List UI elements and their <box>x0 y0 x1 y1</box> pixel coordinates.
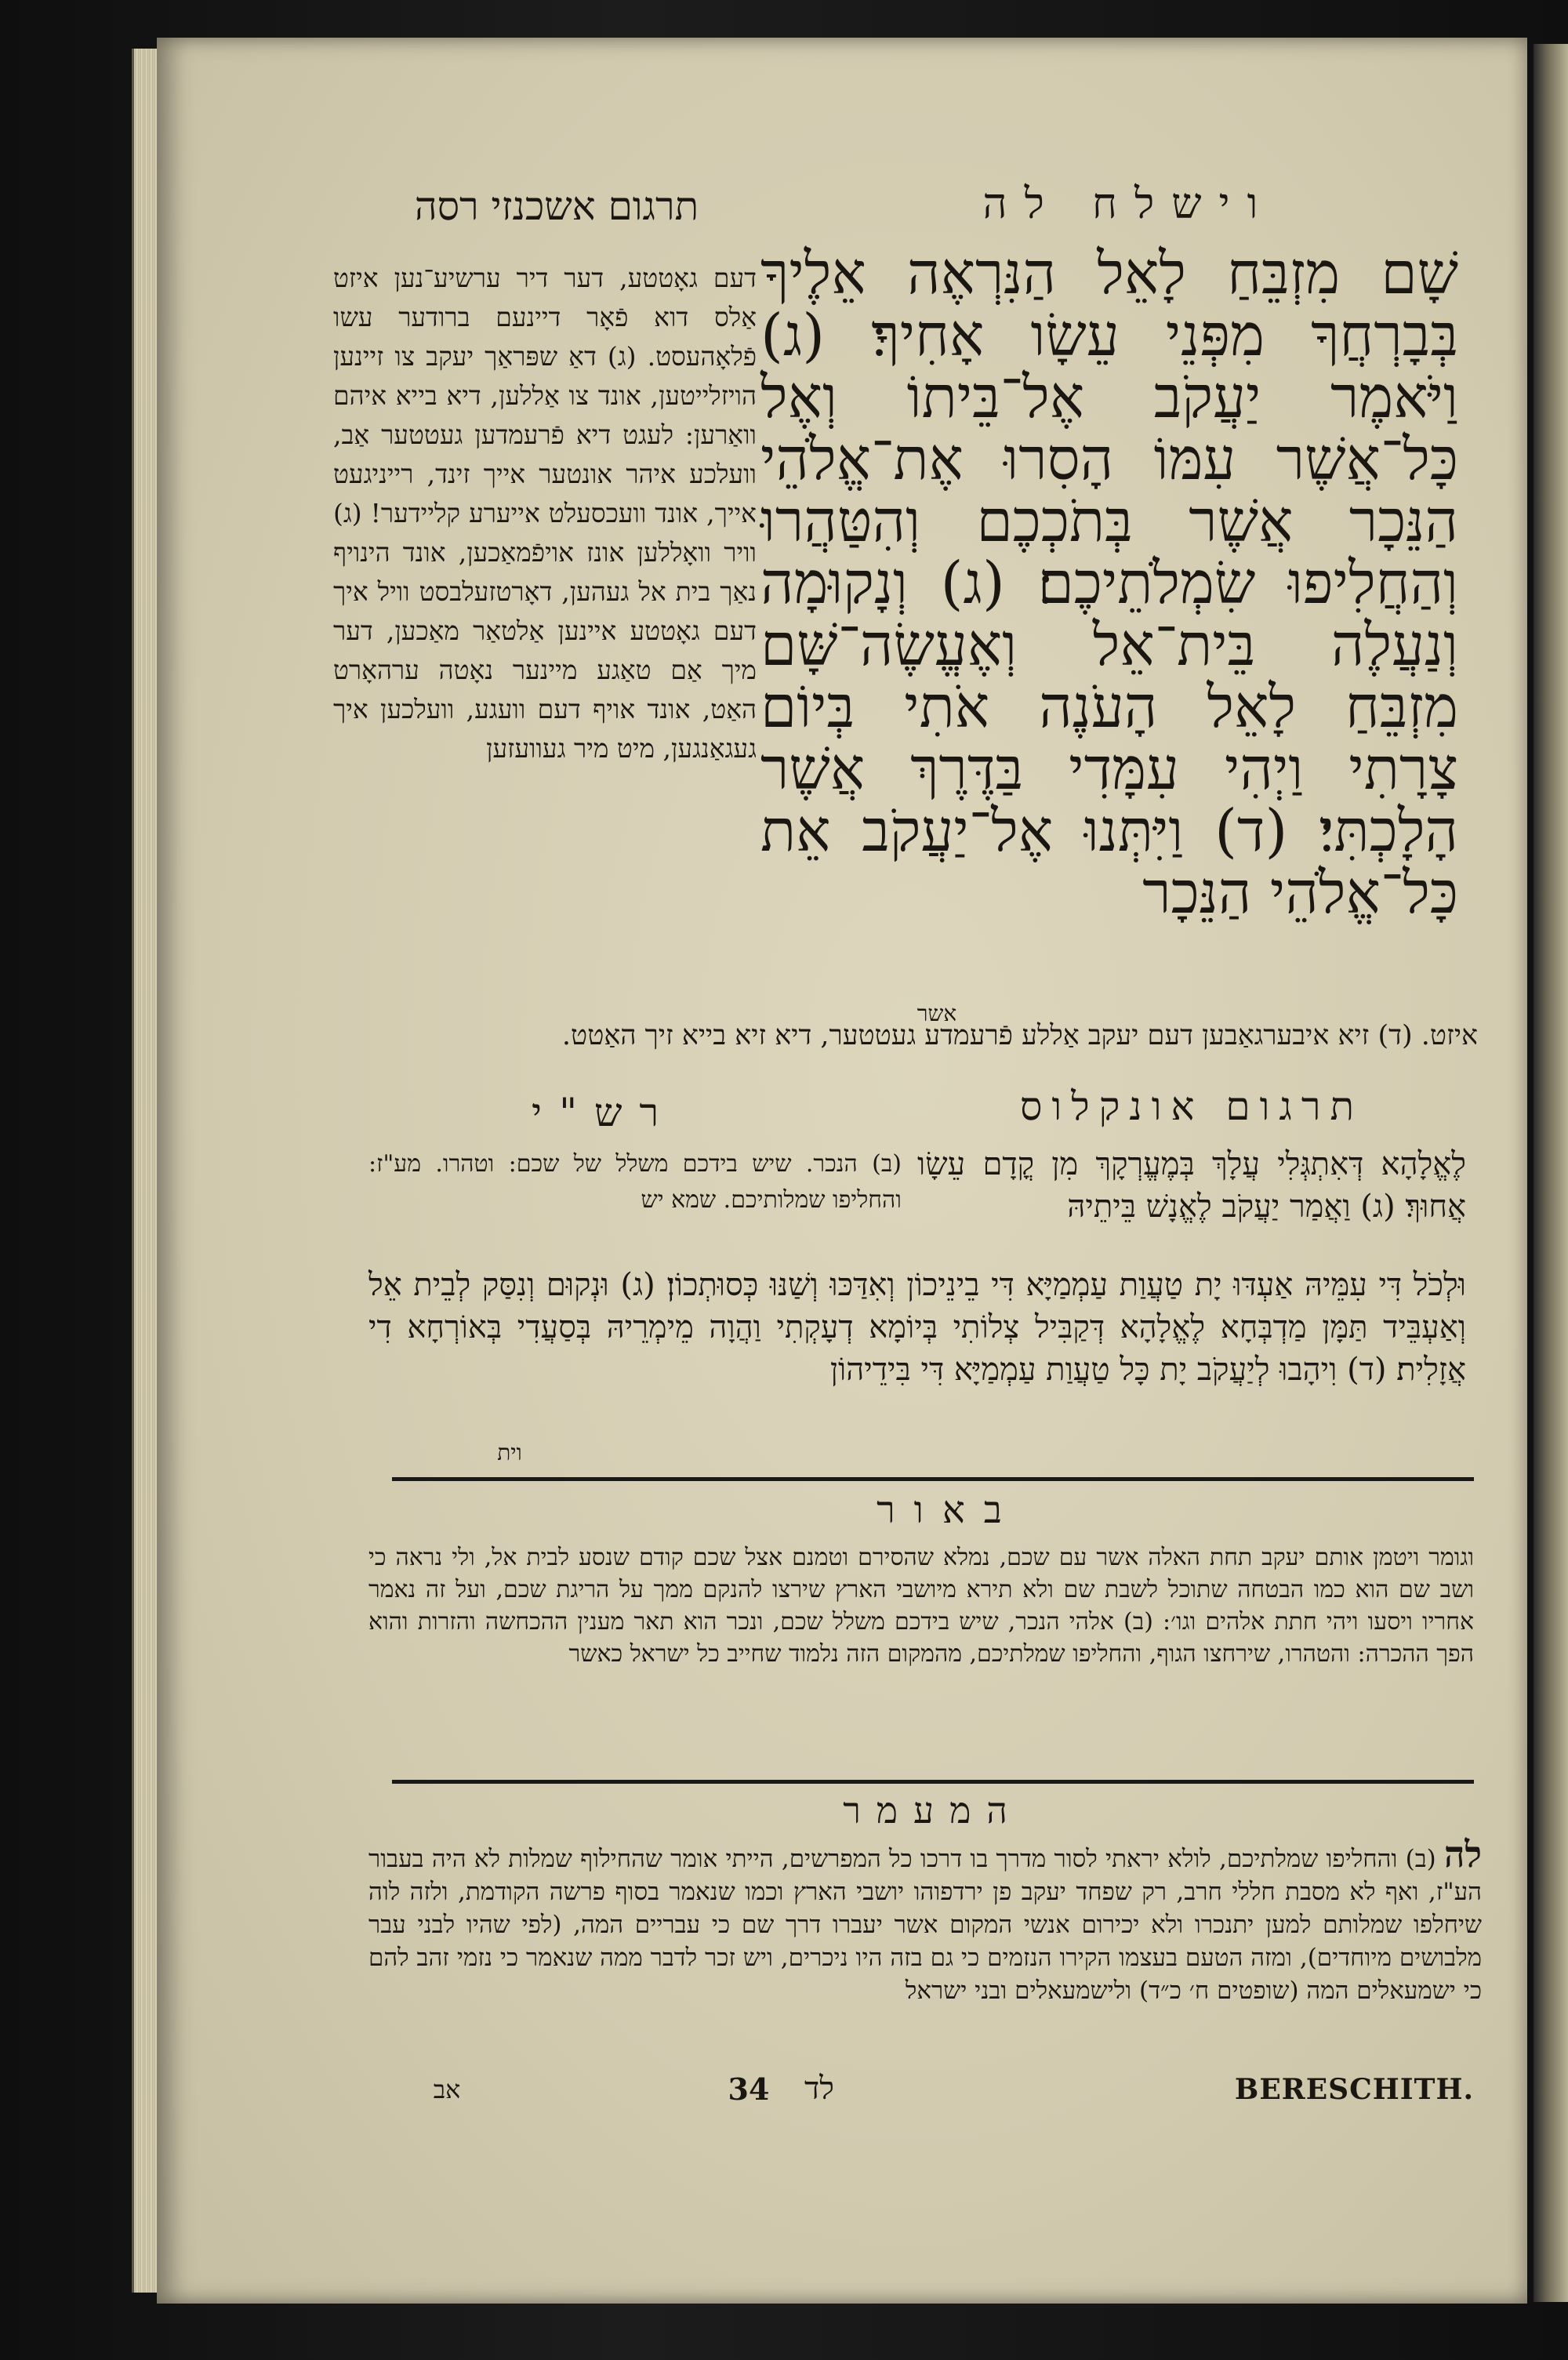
onkelos-catchword: וית <box>497 1440 522 1465</box>
page-number: 34 <box>728 2071 770 2107</box>
rashi-header: רש"י <box>531 1090 677 1135</box>
section-divider-biur <box>392 1477 1474 1481</box>
biur-header: באור <box>877 1488 1021 1532</box>
yiddish-translation-column: דעם גאָטטע, דער דיר ערשיע־נען איזט אַלס דוא פֿאָר דיינעם ברודער עשו פֿלאָהעסט. (ג) דאַ שפּראַך יעקב צו זיינען הויזלייטען, אונד צו אַללען, דיא בייא איהם וואַרען: לעגט דיא פֿרעמדען געטטער אַב, וועלכע איהר אונטער אייך זינד, רייניגעט אייך, אונד וועכסעלט אייערע קליידער! (ג) וויר וואָללען אונז אויפֿמאַכען, אונד הינויף נאַך בית אל געהען, דאָרטזעלבסט וויל איך דעם גאָטטע איינען אַלטאַר מאַכען, דער מיך אַם טאַגע מיינער נאָטה ערהאָרט האַט, אונד אויף דעם וועגע, וועלכען איך געגאַנגען, מיט מיר געוועזען <box>333 263 757 764</box>
hameamer-body: (ב) והחליפו שמלתיכם, לולא יראתי לסור מדרך בו דרכו כל המפרשים, הייתי אומר שהחילוף שמלות לא היה בעבור הע"ז, ואף לא מסבת חללי חרב, רק שפחד יעקב פן ירדפוהו יושבי הארץ וכמו שנאמר בסוף פרשה הקודמת, ולזה לוה שיחלפו שמלותם למען יתנכרו ולא יכירום אנשי המקום אשר יעברו דרך שם כי עבריים המה, (לפי שהיו לבני עבר מלבושים מיוחדים), ומזה הטעם בעצמו הקירו הנזמים כי גם בזה היו ניכרים, ויש זכר לדבר ממה שנאמר כי נזמי זהב להם כי ישמעאלים המה (שופטים ח׳ כ״ד) ולישמעאלים ובני ישראל <box>368 1845 1482 2005</box>
parasha-header: וישלח לה <box>982 179 1276 228</box>
facing-page-edge <box>1534 44 1568 2302</box>
targum-ashkenazi-header: תרגום אשכנזי רסה <box>414 183 699 229</box>
hameamer-header: המעמר <box>843 1789 1023 1832</box>
hameamer-chapter-number: לה <box>1444 1833 1482 1875</box>
onkelos-text-top: לֶאֱלָהָא דְּאִתְגְּלִי עֲלָךְ בְּמֶעֱרְקָךְ מִן קֳדָם עֵשָׂו אֲחוּךְ׃ (ג) וַאֲמַר יַעֲקֹב לֶאֱנָשׁ בֵּיתֵיהּ <box>917 1146 1466 1225</box>
book-title-footer: BERESCHITH. <box>1234 2073 1474 2106</box>
signature-mark: אב <box>433 2075 461 2104</box>
rashi-commentary: (ב) הנכר. שיש בידכם משלל של שכם: וטהרו. מע"ז: והחליפו שמלותיכם. שמא יש <box>368 1150 902 1214</box>
torah-verse-text: שָׁם מִזְבֵּחַ לָאֵל הַנִּרְאֶה אֵלֶיךָ בְּבָרְחֲךָ מִפְּנֵי עֵשָׂו אָחִיךָ׃ (ג) וַיֹּאמֶר יַעֲקֹב אֶל־בֵּיתוֹ וְאֶל כָּל־אֲשֶׁר עִמּוֹ הָסִרוּ אֶת־אֱלֹהֵי הַנֵּכָר אֲשֶׁר בְּתֹכְכֶם וְהִטַּהֲרוּ וְהַחֲלִיפוּ שִׂמְלֹתֵיכֶם׃ (ג) וְנָקוּמָה וְנַעֲלֶה בֵּית־אֵל וְאֶעֱשֶׂה־שָּׁם מִזְבֵּחַ לָאֵל הָעֹנֶה אֹתִי בְּיוֹם צָרָתִי וַיְהִי עִמָּדִי בַּדֶּרֶךְ אֲשֶׁר הָלָכְתִּי׃ (ד) וַיִּתְּנוּ אֶל־יַעֲקֹב אֵת כָּל־אֱלֹהֵי הַנֵּכָר <box>760 240 1458 927</box>
hameamer-commentary <box>368 1833 1482 2073</box>
onkelos-header: תרגום אונקלוס <box>1020 1084 1363 1129</box>
yiddish-translation-continuation: איזט. (ד) זיא איבערגאַבען דעם יעקב אַללע פֿרעמדע געטטער, דיא זיא בייא זיך האַטט. <box>561 1020 1478 1051</box>
hebrew-page-number: לד <box>804 2071 834 2107</box>
biur-commentary: וגומר ויטמן אותם יעקב תחת האלה אשר עם שכם, נמלא שהסירם וטמנם אצל שכם קודם שנסע לבית אל, ולי נראה כי ושב שם הוא כמו הבטחה שתוכל לשבת שם ולא תירא מיושבי הארץ שירצו להנקם ממך על הריגת שכם, ועל זה נאמר אחריו ויסעו ויהי חתת אלהים וגו׳: (ב) אלהי הנכר, שיש בידכם משלל שכם, ונכר הוא תאר מענין ההכחשה והזרות והוא הפך ההכרה: והטהרו, שירחצו הגוף, והחליפו שמלתיכם, מהמקום הזה נלמוד שחייב כל ישראל כאשר <box>368 1544 1474 1668</box>
onkelos-text-bottom: וּלְכֹל דִּי עִמֵּיהּ אַעְדּוּ יָת טַעֲוַת עַמְמַיָּא דִּי בֵינֵיכוֹן וְאִדַּכּוּ וְשַׁנּוּ כְּסוּתְכוֹן׃ (ג) וּנְקוּם וְנִסַּק לְבֵית אֵל וְאַעְבֵּיד תַּמָּן מַדְבְּחָא לֶאֱלָהָא דְּקַבִּיל צְלוֹתִי בְּיוֹמָא דְעָקְתִי וַהֲוָה מֵימְרֵיהּ בְּסַעֲדִי בְּאוֹרְחָא דִי אֲזָלִית׃ (ד) וִיהָבוּ לְיַעֲקֹב יָת כָּל טַעֲוַת עַמְמַיָּא דִּי בִּידֵיהוֹן <box>368 1267 1466 1388</box>
verse-catchword: אשר <box>916 1000 957 1026</box>
section-divider-meamer <box>392 1780 1474 1784</box>
